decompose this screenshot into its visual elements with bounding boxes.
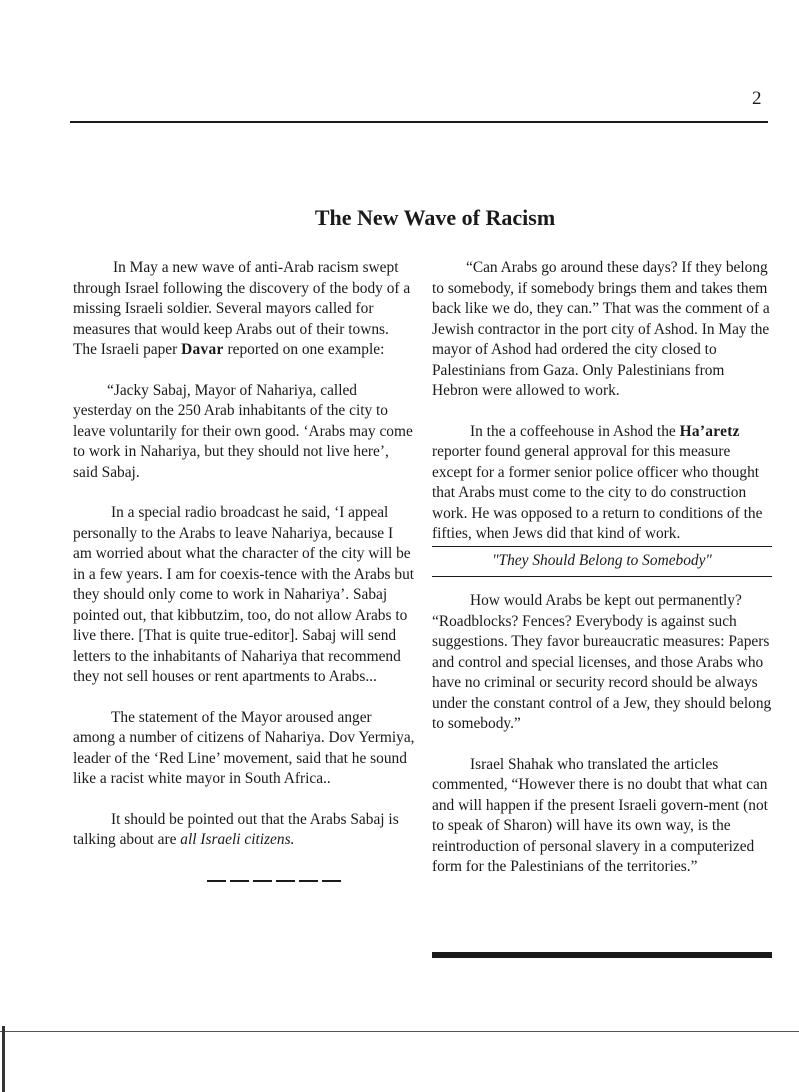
right-paragraph-3: How would Arabs be kept out permanently? “Roadblocks? Fences? Everybody is against such suggestions. They favor bureaucratic measures: Papers and control and special licenses, and those Arabs who have no criminal or security record should be always under the constant control of a Jew, they should belong to somebody.” <box>432 592 772 732</box>
article-title: The New Wave of Racism <box>314 205 556 230</box>
right-paragraph-4: Israel Shahak who translated the articles commented, “However there is no doubt that what can and will happen if the present Israeli govern-ment (not to speak of Sharon) will have its own way, is the reintroduction of personal slavery in a computerized form for the Palestinians of the territories.” <box>432 755 768 875</box>
left-paragraph-3: In a special radio broadcast he said, ‘I appeal personally to the Arabs to leave Nahariya, because I am worried about what the character of the city will be in a few years. I am for coexis-tence with the Arabs but they should only come to work in Nahariya’. Sabaj pointed out, that kibbutzim, too, do not allow Arabs to live there. [That is quite true-editor]. Sabaj will send letters to the inhabitants of Nahariya that recommend they not sell houses or rent apartments to Arabs... <box>73 504 415 685</box>
right-paragraph-1: “Can Arabs go around these days? If they belong to somebody, if somebody brings them and takes them back like we do, they can.” That was the comment of a Jewish contractor in the port city of Ashod. In May the mayor of Ashod had ordered the city closed to Palestinians from Gaza. Only Palestinians from Hebron were allowed to work. <box>432 259 770 399</box>
left-paragraph-5 <box>73 810 415 851</box>
left-paragraph-4: The statement of the Mayor aroused anger among a number of citizens of Nahariya. Dov Yermiya, leader of the ‘Red Line’ movement, said that he sound like a racist white mayor in South Africa.. <box>73 708 415 787</box>
right-p2-text: In the a coffeehouse in Ashod the <box>470 422 680 440</box>
scan-edge-mark <box>2 1026 5 1092</box>
left-p1-text-end: reported on one example: <box>223 341 385 358</box>
page-bottom-line <box>0 1031 799 1032</box>
left-p5-text: It should be pointed out that the Arabs Sabaj is talking about are <box>73 810 399 848</box>
left-p1-text: In May a new wave of anti-Arab racism swept through Israel following the discovery of the body of a missing Israeli soldier. Several mayors called for measures that would keep Arabs out of their towns. The Israeli paper <box>73 259 411 358</box>
footer-bar <box>432 952 772 958</box>
newspaper-name-haaretz: Ha’aretz <box>679 422 740 440</box>
subheading: "They Should Belong to Somebody" <box>432 546 772 578</box>
page-number: 2 <box>752 88 762 109</box>
header-rule <box>70 121 768 123</box>
right-p2-text-end: reporter found general approval for this measure except for a former senior police officer who thought that Arabs must come to the city to do construction work. He was opposed to a return to conditions of the fifties, when Jews did that kind of work. <box>432 443 763 542</box>
section-end-dashes <box>73 871 415 892</box>
left-paragraph-2: “Jacky Sabaj, Mayor of Nahariya, called yesterday on the 250 Arab inhabitants of the city to leave voluntarily for their own good. ‘Arabs may come to work in Nahariya, but they should not live here’, said Sabaj. <box>73 381 413 481</box>
right-paragraph-2 <box>432 422 772 545</box>
left-column <box>73 258 415 891</box>
left-paragraph-1 <box>73 258 415 361</box>
emphasis-israeli-citizens: all Israeli citizens. <box>180 831 295 848</box>
right-column <box>432 258 772 878</box>
newspaper-name-davar: Davar <box>181 341 224 358</box>
